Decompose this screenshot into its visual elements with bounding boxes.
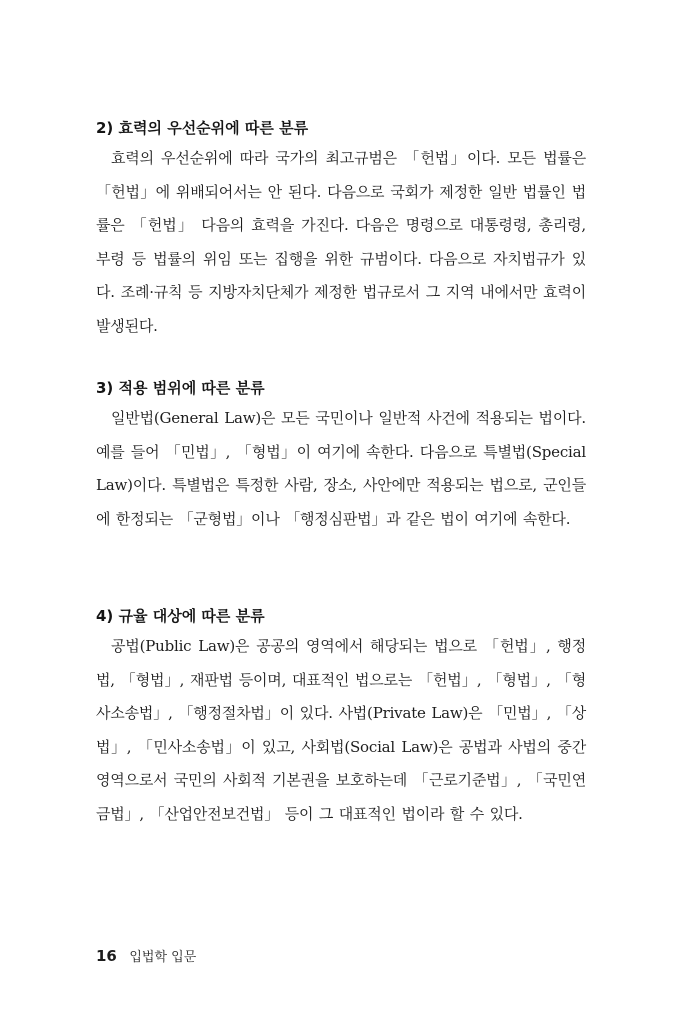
- section-heading: 4) 규율 대상에 따른 분류: [96, 607, 265, 625]
- section-paragraph: 효력의 우선순위에 따라 국가의 최고규범은 「헌법」이다. 모든 법률은 「헌법」에 위배되어서는 안 된다. 다음으로 국회가 제정한 일반 법률인 법률은 「헌법」 다음의 효력을 가진다. 다음은 명령으로 대통령령, 총리령, 부령 등 법률의 위임 또는 집행을 위한 규범이다. 다음으로 자치법규가 있다. 조례·규칙 등 지방자치단체가 제정한 법규로서 그 지역 내에서만 효력이 발생된다.: [96, 149, 586, 335]
- section-paragraph: 공법(Public Law)은 공공의 영역에서 해당되는 법으로 「헌법」, 행정법, 「형법」, 재판법 등이며, 대표적인 법으로는 「헌법」, 「형법」, 「형사소송법」, 「행정절차법」이 있다. 사법(Private Law)은 「민법」, 「상법」, 「민사소송법」이 있고, 사회법(Social Law)은 공법과 사법의 중간 영역으로서 국민의 사회적 기본권을 보호하는데 「근로기준법」, 「국민연금법」, 「산업안전보건법」 등이 그 대표적인 법이라 할 수 있다.: [96, 637, 586, 823]
- page-footer: [96, 946, 196, 968]
- section-heading: 3) 적용 범위에 따른 분류: [96, 379, 265, 397]
- running-title: 입법학 입문: [129, 950, 197, 965]
- section-subject: [96, 606, 586, 831]
- page-number: 16: [96, 947, 117, 965]
- section-scope: [96, 378, 586, 536]
- section-effect-priority: [96, 118, 586, 343]
- section-paragraph: 일반법(General Law)은 모든 국민이나 일반적 사건에 적용되는 법이다. 예를 들어 「민법」, 「형법」이 여기에 속한다. 다음으로 특별법(Special Law)이다. 특별법은 특정한 사람, 장소, 사안에만 적용되는 법으로, 군인들에 한정되는 「군형법」이나 「행정심판법」과 같은 법이 여기에 속한다.: [96, 409, 586, 528]
- section-heading: 2) 효력의 우선순위에 따른 분류: [96, 119, 309, 137]
